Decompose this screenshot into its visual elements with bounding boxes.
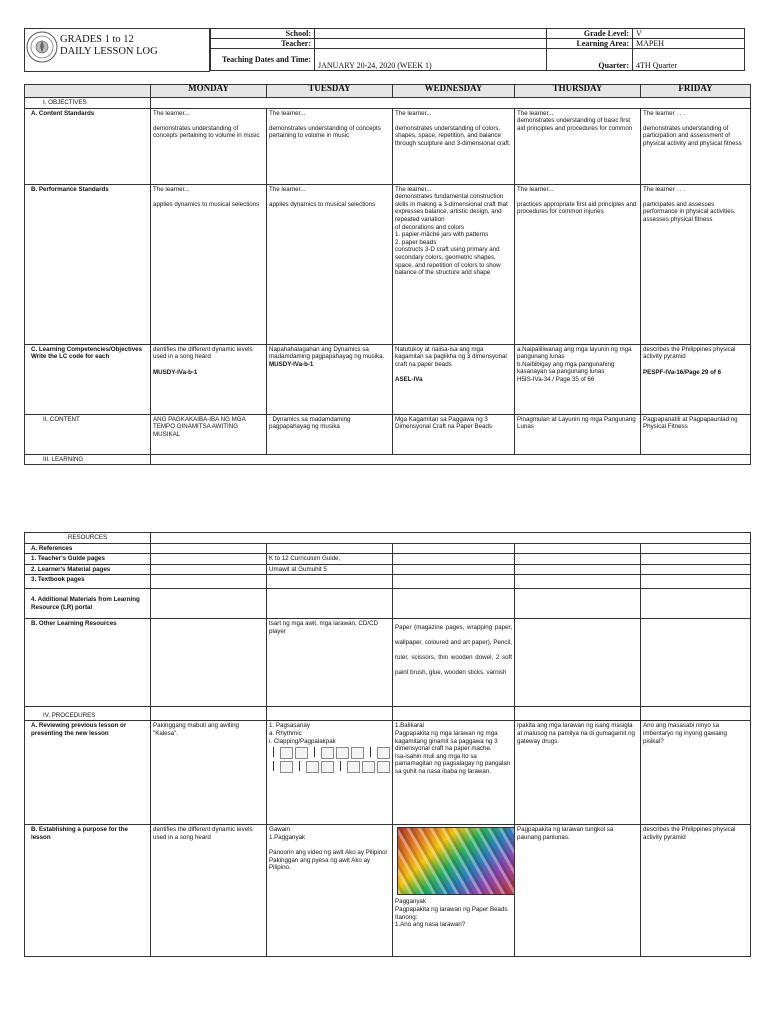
other-resources-tuesday: tsart ng mga awit, mga larawan, CD/CD player — [267, 619, 393, 707]
competencies-monday — [151, 344, 267, 414]
cell — [151, 575, 267, 589]
cell — [393, 589, 515, 619]
drill-item: 1. Pagsasanay — [269, 722, 310, 730]
lc-code: ASEL-IVa — [395, 376, 423, 384]
competencies-wednesday — [393, 344, 515, 414]
lc-code: MUSDY-IVa-b-1 — [153, 368, 198, 376]
performance-standards-friday: The learner . . . participates and assesses performance in physical activities. assesses physical fitness — [641, 184, 751, 344]
purpose-wednesday — [393, 825, 515, 957]
textbook-label: 3. Textbook pages — [25, 575, 151, 589]
cell — [515, 543, 641, 554]
performance-standards-wednesday: The learner... demonstrates fundamental construction skills in making a 3-dimensional craft that expresses balance, artistic design, and repeated variation of decorations and colors 1. papier-mâché jars with patterns 2. paper beads constructs 3-D craft using primary and secondary colors, geometric shapes, space, and repetition of colors to show balance of the structure and shape — [393, 184, 515, 344]
competencies-thursday — [515, 344, 641, 414]
competencies-friday — [641, 344, 751, 414]
day-monday: MONDAY — [151, 85, 267, 98]
objectives-span — [151, 98, 751, 109]
cell — [393, 543, 515, 554]
content-standards-wednesday: The learner... demonstrates understanding of colors, shapes, space, repetition, and balance through sculpture and 3-dimensional craft. — [393, 108, 515, 184]
cell — [641, 543, 751, 554]
school-label: School: — [211, 29, 315, 39]
cell — [515, 707, 641, 721]
cell — [393, 707, 515, 721]
lm-pages-label: 2. Learner's Material pages — [25, 564, 151, 575]
purpose-thursday: Pagpapakita ng larawan tungkol sa paunang panlunas. — [515, 825, 641, 957]
cell — [515, 589, 641, 619]
cell — [267, 575, 393, 589]
corner-cell — [25, 85, 151, 98]
day-wednesday: WEDNESDAY — [393, 85, 515, 98]
reviewing-wednesday: 1.Balikaral Pagpapakita ng mga larawan ng mga kagamitang ginamit sa paggawa ng 3 dimensyonal craft na paper mache. Isa-isahin muli ang mga ito sa pamamagitan ng pagsalagay ng pangalan sa guhit na nasa ibaba ng larawan. — [393, 721, 515, 825]
tg-tuesday: K to 12 Curriculum Guide, — [267, 554, 393, 565]
document-title — [60, 34, 158, 58]
section-resources: RESOURCES — [25, 533, 151, 544]
dll-procedures-table — [24, 532, 751, 957]
cell — [393, 564, 515, 575]
cell — [267, 543, 393, 554]
learning-span — [151, 454, 751, 465]
purpose-tuesday: Gawain 1.Pagganyak Panoorin ang video ng awit Ako ay Pilipino/ Pakinggan ang pyesa ng awit Ako ay Pilipino. — [267, 825, 393, 957]
title-line-1: GRADES 1 to 12 — [60, 34, 134, 45]
day-tuesday: TUESDAY — [267, 85, 393, 98]
competency-text: describes the Philippines physical activity pyramid — [643, 345, 736, 361]
grade-label: Grade Level: — [547, 29, 633, 39]
content-friday: Pagpapanatili at Pagpapaunlad ng Physical Fitness — [641, 414, 751, 454]
content-standards-friday: The learner . . . demonstrates understanding of participation and assessment of physical activity and physical fitness — [641, 108, 751, 184]
resources-span — [151, 533, 751, 544]
performance-standards-tuesday: The learner... applies dynamics to musical selections — [267, 184, 393, 344]
cell — [151, 707, 267, 721]
reviewing-friday: Ano ang masasabi ninyo sa imbentaryo ng inyong gawaing pisikal? — [641, 721, 751, 825]
purpose-friday: describes the Philippines physical activity pyramid — [641, 825, 751, 957]
lc-code: MUSDY-IVa-b-1 — [269, 360, 314, 368]
day-thursday: THURSDAY — [515, 85, 641, 98]
day-friday: FRIDAY — [641, 85, 751, 98]
other-resources-label: B. Other Learning Resources — [25, 619, 151, 707]
cell — [393, 575, 515, 589]
cell — [515, 575, 641, 589]
cell — [515, 564, 641, 575]
performance-standards-label: B. Performance Standards — [25, 184, 151, 344]
cell — [267, 707, 393, 721]
cell — [515, 554, 641, 565]
cell — [515, 619, 641, 707]
cell — [151, 564, 267, 575]
cell — [151, 554, 267, 565]
competency-text: a.Naipaliliwanag ang mga layunin ng mga pangunang lunas b.Naibibigay ang mga pangunahing kasanayan sa pangunang lunas H5IS-IVa-34 / Page 35 of 66 — [517, 345, 632, 383]
quarter-label: Quarter: — [547, 49, 633, 71]
content-wednesday: Mga Kagamitan sa Paggawa ng 3 Dimensyonal Craft na Paper Beads — [393, 414, 515, 454]
header-info-table — [210, 28, 745, 71]
purpose-wednesday-text: Pagganyak Pagpapakita ng larawan ng Paper Beads Itanong: 1.Ano ang nasa larawan? — [395, 898, 508, 929]
rhythm-pattern-icon — [269, 747, 390, 773]
reviewing-tuesday — [267, 721, 393, 825]
dates-value: JANUARY 20-24, 2020 (WEEK 1) — [315, 49, 547, 71]
area-label: Learning Area: — [547, 39, 633, 49]
content-tuesday: : Dynamics sa madamdaming pagpapahayag ng musika — [267, 414, 393, 454]
reviewing-thursday: Ipakita ang mga larawan ng isang masigla at malusog na pamilya na di gumagamit ng gateway drugs. — [515, 721, 641, 825]
other-resources-wednesday: Paper (magazine pages, wrapping paper, wallpaper, coloured and art paper), Pencil, ruler, scissors, thin wooden dowel, 2 soft paint brush, glue, wooden sticks, varnish — [393, 619, 515, 707]
tg-pages-label: 1. Teacher's Guide pages — [25, 554, 151, 565]
drill-item: i. Clapping/Pagpalakpak — [269, 737, 336, 745]
drill-item: a. Rhythmic — [269, 729, 302, 737]
section-procedures: IV. PROCEDURES — [25, 707, 151, 721]
competencies-label: C. Learning Competencies/Objectives Write the LC code for each — [25, 344, 151, 414]
content-thursday: Pinagmulan at Layunin ng mga Pangunang Lunas — [515, 414, 641, 454]
competency-text: Natutukoy at naiisa-isa ang mga kagamitan sa paglikha ng 3 dimensyonal craft na paper beads — [395, 345, 507, 368]
cell — [151, 543, 267, 554]
section-content: II. CONTENT — [25, 414, 151, 454]
grade-value: V — [633, 29, 745, 39]
purpose-label: B. Establishing a purpose for the lesson — [25, 825, 151, 957]
content-monday: ANG PAGKAKAIBA-IBA NG MGA TEMPO GINAMITSA AWITING MUSIKAL — [151, 414, 267, 454]
title-line-2: DAILY LESSON LOG — [60, 46, 158, 57]
cell — [641, 575, 751, 589]
content-standards-label: A. Content Standards — [25, 108, 151, 184]
cell — [267, 589, 393, 619]
cell — [393, 554, 515, 565]
additional-materials-label: 4. Additional Materials from Learning Resource (LR) portal — [25, 589, 151, 619]
cell — [641, 707, 751, 721]
quarter-value: 4TH Quarter — [633, 49, 745, 71]
dates-label: Teaching Dates and Time: — [211, 49, 315, 71]
reviewing-label: A. Reviewing previous lesson or presenting the new lesson — [25, 721, 151, 825]
competency-text: Napahahalagahan ang Dynamics sa madamdaming pagpapahayag ng musika. — [269, 345, 385, 361]
cell — [641, 619, 751, 707]
teacher-label: Teacher: — [211, 39, 315, 49]
cell — [641, 554, 751, 565]
references-label: A. References — [25, 543, 151, 554]
competency-text: dentifies the different dynamic levels used in a song heard — [153, 345, 253, 361]
purpose-monday: dentifies the different dynamic levels used in a song heard — [151, 825, 267, 957]
area-value: MAPEH — [633, 39, 745, 49]
cell — [641, 589, 751, 619]
paper-beads-image — [397, 827, 515, 895]
lc-code: PESPF-IVa-16/Page 29 of 6 — [643, 368, 722, 376]
section-learning: III. LEARNING — [25, 454, 151, 465]
deped-seal-icon — [26, 31, 58, 63]
content-standards-tuesday: The learner... demonstrates understanding of concepts pertaining to volume in music — [267, 108, 393, 184]
performance-standards-monday: The learner... applies dynamics to musical selections — [151, 184, 267, 344]
cell — [641, 564, 751, 575]
cell — [151, 589, 267, 619]
reviewing-monday: Pakinggang mabuti ang awiting "Kalesa". — [151, 721, 267, 825]
school-value — [315, 29, 547, 39]
cell — [151, 619, 267, 707]
teacher-value — [315, 39, 547, 49]
performance-standards-thursday: The learner... practices appropriate first aid principles and procedures for common injuries — [515, 184, 641, 344]
competencies-tuesday — [267, 344, 393, 414]
lm-tuesday: Umawit at Gumuhit 5 — [267, 564, 393, 575]
section-objectives: I. OBJECTIVES — [25, 98, 151, 109]
dll-objectives-table — [24, 84, 751, 465]
content-standards-monday: The learner... demonstrates understanding of concepts pertaining to volume in music — [151, 108, 267, 184]
content-standards-thursday: The learner... demonstrates understanding of basic first aid principles and procedures for common — [515, 108, 641, 184]
